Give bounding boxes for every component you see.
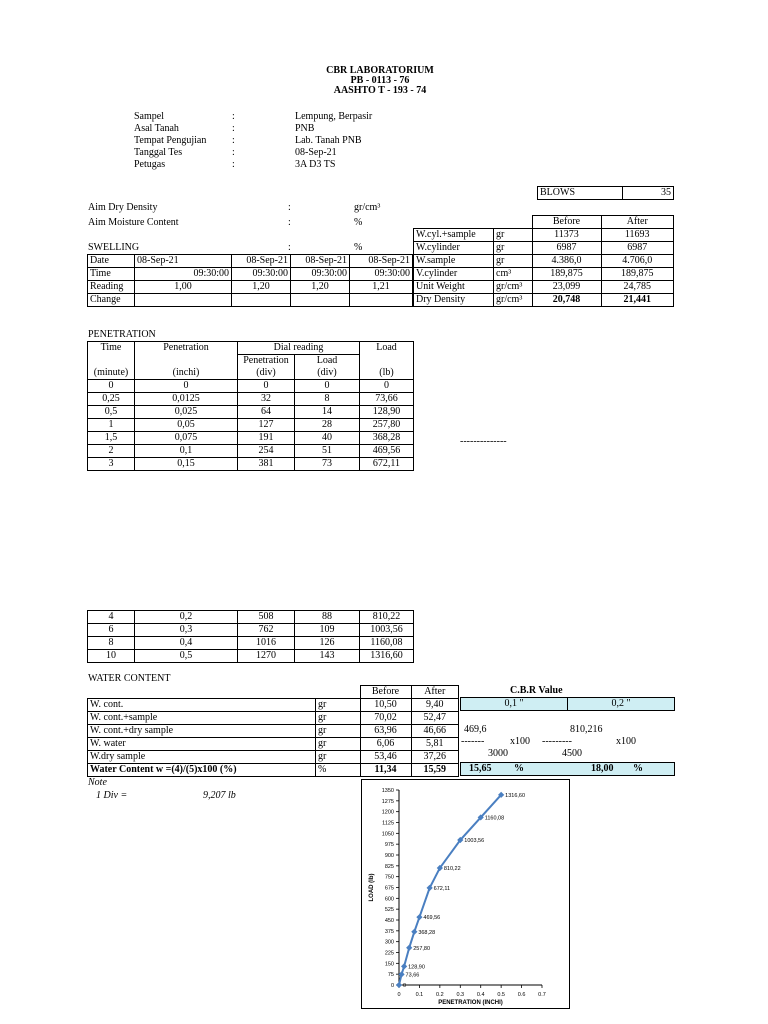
x-tick-label: 0 [397,992,401,998]
info-colon: : [232,111,235,122]
y-tick-label: 225 [384,950,394,957]
penetration-row: 0,5 0,025 64 14 128,90 [88,406,414,419]
data-label: 1160,08 [484,815,505,822]
water-content-title: WATER CONTENT [88,673,171,684]
info-value: PNB [295,123,315,134]
row-label: Date [88,255,135,268]
weights-table [413,215,674,307]
row-label: Change [88,294,135,307]
x-tick-label: 0.7 [538,992,546,998]
water-row: W. cont.+sample gr 70,02 52,47 [88,712,459,725]
time-cell: 09:30:00 [135,268,232,281]
swelling-row-date [88,255,413,268]
x-tick-label: 0.1 [415,992,424,998]
penetration-row: 4 0,2 508 88 810,22 [88,611,414,624]
y-tick-label: 450 [384,918,394,924]
reading-cell: 1,00 [135,281,232,294]
cbr-x100-01: x100 [510,736,530,747]
cbr-num-02: 810,216 [570,724,603,735]
penetration-row: 8 0,4 1016 126 1160,08 [88,637,414,650]
penetration-row: 0 0 0 0 0 [88,380,414,393]
water-content-total-row: Water Content w =(4)/(5)x100 (%) % 11,34 15,59 [88,764,459,777]
data-label: 810,22 [443,865,461,872]
data-point [411,929,417,935]
header-standard-2: AASHTO T - 193 - 74 [333,85,427,96]
data-label: 128,90 [408,964,425,971]
cbr-value-02: 18,00 [591,763,614,774]
swelling-table [87,254,413,307]
blows-value: 35 [623,187,674,200]
swelling-row-time [88,268,413,281]
blows-table [537,186,674,200]
info-labels [134,111,206,171]
y-tick-label: 1125 [382,820,394,827]
date-cell: 08-Sep-21 [350,255,413,268]
row-label: Reading [88,281,135,294]
aim-dry-density-unit: gr/cm³ [354,202,381,213]
y-tick-label: 150 [384,961,394,968]
penetration-row: 1,5 0,075 191 40 368,28 [88,432,414,445]
aim-moisture-label: Aim Moisture Content [88,217,179,228]
swelling-title: SWELLING [88,242,140,253]
y-tick-label: 0 [390,983,394,989]
cbr-result-row [460,762,675,776]
water-row: W. cont.+dry sample gr 63,96 46,66 [88,725,459,738]
data-label: 368,28 [418,929,436,936]
chart-frame [361,779,570,1009]
info-value: 08-Sep-21 [295,147,337,158]
weight-row: Dry Density gr/cm³ 20,748 21,441 [414,294,674,307]
penetration-table-continued [87,610,414,663]
data-label: 0 [403,983,407,989]
aim-moisture-unit: % [354,217,363,228]
penetration-row: 3 0,15 381 73 672,11 [88,458,414,471]
x-tick-label: 0.2 [436,992,444,998]
row-label: Time [88,268,135,281]
cbr-dash-02: --------- [542,736,572,747]
y-tick-label: 675 [384,885,394,892]
aim-colon: : [288,202,291,213]
x-tick-label: 0.4 [476,992,485,998]
load-penetration-chart [362,780,569,1008]
info-colon: : [232,135,235,146]
report-header [300,66,460,96]
note-label: Note [88,777,107,788]
penetration-row: 2 0,1 254 51 469,56 [88,445,414,458]
data-label: 672,11 [433,885,451,892]
cbr-num-01: 469,6 [464,724,487,735]
info-label: Tanggal Tes [134,147,183,158]
x-tick-label: 0.5 [497,992,505,998]
aim-dry-density-label: Aim Dry Density [88,202,158,213]
reading-cell: 1,20 [291,281,350,294]
swelling-row-reading [88,281,413,294]
cbr-x100-02: x100 [616,736,636,747]
cbr-value-01: 15,65 [469,763,492,774]
date-cell: 08-Sep-21 [135,255,232,268]
cbr-pct-01: % [514,763,524,774]
water-row: W.dry sample gr 53,46 37,26 [88,751,459,764]
info-label: Tempat Pengujian [134,135,207,146]
info-values [295,111,372,171]
x-tick-label: 0.3 [456,992,465,998]
weight-row: W.cyl.+sample gr 11373 11693 [414,229,674,242]
time-cell: 09:30:00 [291,268,350,281]
info-value: 3A D3 TS [295,159,336,170]
data-point [401,963,407,969]
blows-label: BLOWS [538,187,623,200]
info-label: Petugas [134,159,166,170]
after-header: After [601,216,674,229]
div-value: 9,207 lb [203,790,236,801]
data-label: 257,80 [413,945,431,952]
info-value: Lempung, Berpasir [295,111,373,122]
y-tick-label: 525 [384,907,394,914]
penetration-row: 0,25 0,0125 32 8 73,66 [88,393,414,406]
y-tick-label: 300 [384,939,394,946]
y-tick-label: 1200 [381,809,394,816]
data-point [406,945,412,951]
water-row: W. cont. gr 10,50 9,40 [88,699,459,712]
y-tick-label: 825 [384,863,394,870]
data-label: 1003,56 [464,838,485,845]
reading-cell: 1,20 [232,281,291,294]
header-standard-1: PB - 0113 - 76 [350,75,410,86]
swelling-row-change [88,294,413,307]
weight-row: Unit Weight gr/cm³ 23,099 24,785 [414,281,674,294]
data-label: 469,56 [423,915,441,922]
penetration-row: 10 0,5 1270 143 1316,60 [88,650,414,663]
cbr-den-02: 4500 [562,748,582,759]
date-cell: 08-Sep-21 [232,255,291,268]
weight-row: W.sample gr 4.386,0 4.706,0 [414,255,674,268]
info-colon: : [232,147,235,158]
penetration-row: 6 0,3 762 109 1003,56 [88,624,414,637]
dash-line: -------------- [460,436,507,447]
cbr-pct-02: % [633,763,643,774]
y-tick-label: 975 [384,842,394,849]
date-cell: 08-Sep-21 [291,255,350,268]
y-tick-label: 1275 [381,798,394,805]
header-title: CBR LABORATORIUM [326,65,434,76]
x-tick-label: 0.6 [517,992,526,998]
penetration-row: 1 0,05 127 28 257,80 [88,419,414,432]
time-cell: 09:30:00 [232,268,291,281]
data-label: 73,66 [405,972,420,979]
data-label: 1316,60 [505,792,526,799]
info-colon: : [232,159,235,170]
data-point [396,982,402,988]
cbr-den-01: 3000 [488,748,508,759]
reading-cell: 1,21 [350,281,413,294]
before-header: Before [532,216,601,229]
swelling-colon: : [288,242,291,253]
info-label: Sampel [134,111,164,122]
y-tick-label: 75 [387,972,394,979]
info-colons [232,111,235,171]
weight-row: V.cylinder cm³ 189,875 189,875 [414,268,674,281]
cbr-dash-01: ------- [461,736,485,747]
info-colon: : [232,123,235,134]
y-tick-label: 1350 [381,788,394,794]
y-tick-label: 750 [384,874,394,881]
cbr-title: C.B.R Value [510,685,563,696]
cbr-header-02: 0,2 " [567,697,675,711]
y-tick-label: 600 [384,896,394,903]
cbr-header-01: 0,1 " [460,697,568,711]
data-point [416,914,422,920]
y-tick-label: 1050 [381,831,394,838]
aim-colon: : [288,217,291,228]
info-label: Asal Tanah [134,123,179,134]
y-tick-label: 900 [384,853,394,859]
x-axis-label: PENETRATION (INCHI) [438,1000,503,1006]
div-label: 1 Div = [96,790,128,801]
water-row: W. water gr 6,06 5,81 [88,738,459,751]
info-value: Lab. Tanah PNB [295,135,362,146]
y-axis-label: LOAD (lb) [369,873,375,902]
penetration-table: Time Penetration Dial reading Load Penetration Load (minute) (inchi) (div) (div) (lb) 0 0 0 0 0 0,25 0,0125 32 8 73,66 0,5 0,025 64 14 128,90 1 0,05 127 28 257,80 1,5 0,075 191 40 368,28 2 0,1 254 51 469,56 3 0,15 381 73 672,11 [87,341,414,471]
penetration-title: PENETRATION [88,329,156,340]
weight-row: W.cylinder gr 6987 6987 [414,242,674,255]
y-tick-label: 375 [384,928,394,935]
time-cell: 09:30:00 [350,268,413,281]
swelling-unit: % [354,242,363,253]
water-content-table: Before After W. cont. gr 10,50 9,40 W. cont.+sample gr 70,02 52,47 W. cont.+dry sample gr 63,96 46,66 W. water gr 6,06 5,81 W.dry sample gr 53,46 37,26 Water Content w =(4)/(5)x100 (%) % 11,34 15,59 [87,685,459,777]
